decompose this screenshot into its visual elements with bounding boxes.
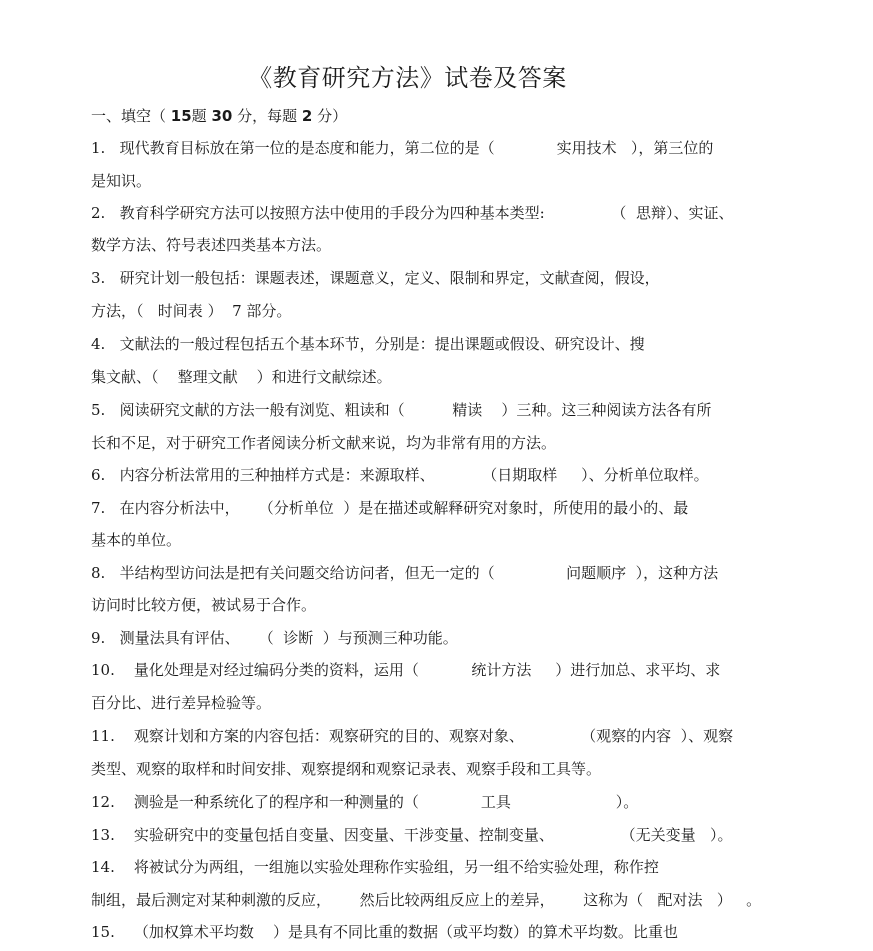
text-line: 2. 教育科学研究方法可以按照方法中使用的手段分为四种基本类型: （ 思辩）、实证、 xyxy=(91,204,734,222)
section-count: 15 xyxy=(170,107,192,125)
text-line: 15. （加权算术平均数 ）是具有不同比重的数据（或平均数）的算术平均数。比重也 xyxy=(91,923,679,941)
text-line: 类型、观察的取样和时间安排、观察提纲和观察记录表、观察手段和工具等。 xyxy=(91,760,602,778)
text-line: 14. 将被试分为两组，一组施以实验处理称作实验组，另一组不给实验处理，称作控 xyxy=(91,858,659,876)
text-line: 基本的单位。 xyxy=(91,531,182,549)
text-line: 是知识。 xyxy=(91,172,152,190)
section-prefix: 一、填空（ xyxy=(91,107,171,125)
text-line: 制组，最后测定对某种刺激的反应， 然后比较两组反应上的差异， 这称为（ 配对法 ） 。 xyxy=(91,891,762,909)
section-heading xyxy=(91,105,347,126)
text-line: 12. 测验是一种系统化了的程序和一种测量的（ 工具 ）。 xyxy=(91,793,639,811)
text-line: 7. 在内容分析法中， （分析单位 ）是在描述或解释研究对象时，所使用的最小的、最 xyxy=(91,499,689,517)
section-mid1: 题 xyxy=(191,107,212,125)
text-line: 3. 研究计划一般包括：课题表述，课题意义，定义、限制和界定，文献查阅，假设， xyxy=(91,269,660,287)
text-line: 8. 半结构型访问法是把有关问题交给访问者，但无一定的（ 问题顺序 ），这种方法 xyxy=(91,564,719,582)
text-line: 4. 文献法的一般过程包括五个基本环节，分别是：提出课题或假设、研究设计、搜 xyxy=(91,335,645,353)
text-line: 百分比、进行差异检验等。 xyxy=(91,694,272,712)
text-line: 方法，（ 时间表 ） 7 部分。 xyxy=(91,302,292,320)
text-line: 9. 测量法具有评估、 （ 诊断 ）与预测三种功能。 xyxy=(91,629,458,647)
text-line: 10. 量化处理是对经过编码分类的资料，运用（ 统计方法 ）进行加总、求平均、求 xyxy=(91,661,721,679)
page-title: 《教育研究方法》试卷及答案 xyxy=(248,64,567,92)
text-line: 5. 阅读研究文献的方法一般有浏览、粗读和（ 精读 ）三种。这三种阅读方法各有所 xyxy=(91,401,712,419)
section-mid2: 分，每题 xyxy=(232,107,302,125)
text-line: 数学方法、符号表述四类基本方法。 xyxy=(91,236,332,254)
text-line: 11. 观察计划和方案的内容包括：观察研究的目的、观察对象、 （观察的内容 ）、观察 xyxy=(91,727,734,745)
text-line: 13. 实验研究中的变量包括自变量、因变量、干涉变量、控制变量、 （无关变量 ）。 xyxy=(91,826,733,844)
text-line: 6. 内容分析法常用的三种抽样方式是：来源取样、 （日期取样 ）、分析单位取样。 xyxy=(91,466,709,484)
text-line: 长和不足，对于研究工作者阅读分析文献来说，均为非常有用的方法。 xyxy=(91,434,557,452)
section-suffix: 分） xyxy=(312,107,348,125)
text-line: 集文献、（ 整理文献 ）和进行文献综述。 xyxy=(91,368,392,386)
text-line: 访问时比较方便，被试易于合作。 xyxy=(91,596,317,614)
section-each: 2 xyxy=(301,107,313,125)
text-line: 1. 现代教育目标放在第一位的是态度和能力，第二位的是（ 实用技术 ），第三位的 xyxy=(91,139,714,157)
section-score: 30 xyxy=(211,107,233,125)
